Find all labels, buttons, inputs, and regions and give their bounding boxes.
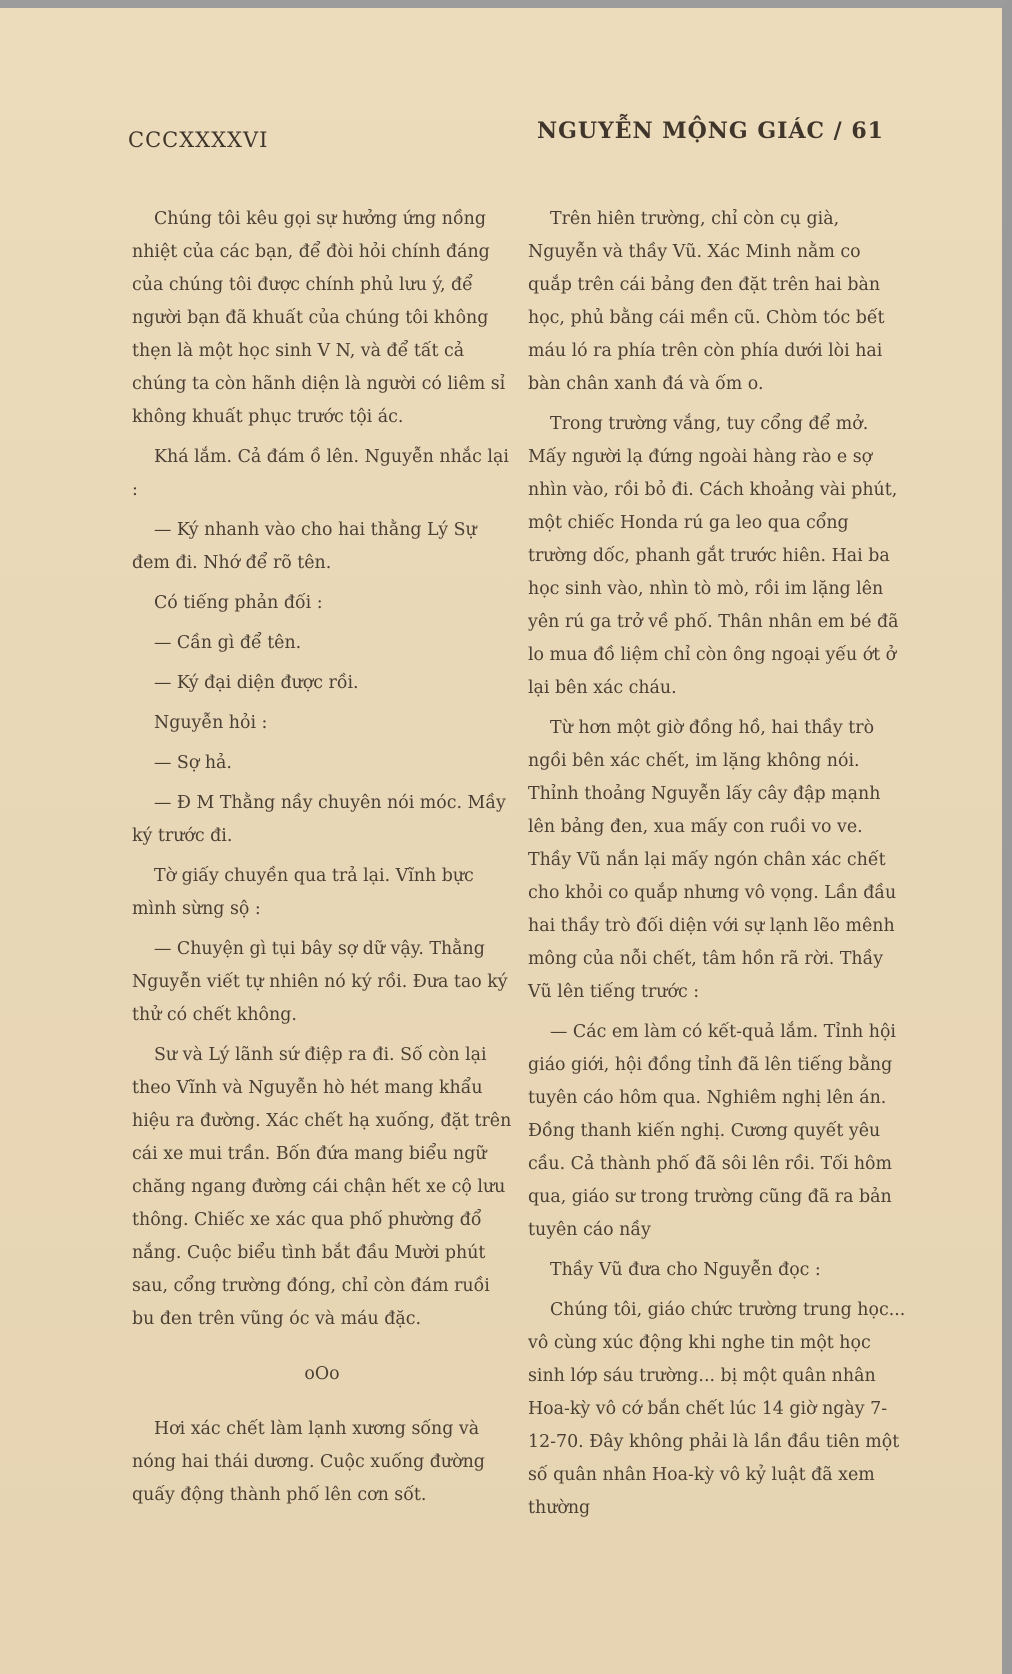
paragraph: Tờ giấy chuyền qua trả lại. Vĩnh bực mình sừng sộ : <box>132 866 474 919</box>
paragraph: — Chuyện gì tụi bây sợ dữ vậy. Thằng Nguyễn viết tự nhiên nó ký rồi. Đưa tao ký thử có chết không. <box>132 939 508 1025</box>
paragraph: Nguyễn hỏi : <box>154 713 268 733</box>
paragraph: Khá lắm. Cả đám ồ lên. Nguyễn nhắc lại : <box>132 447 509 500</box>
section-separator: oOo <box>304 1364 340 1384</box>
paragraph: Có tiếng phản đối : <box>154 593 323 613</box>
running-head-right: NGUYỄN MỘNG GIÁC / 61 <box>536 118 884 144</box>
paragraph: — Sợ hả. <box>154 753 232 773</box>
paragraph: — Cần gì để tên. <box>154 633 302 653</box>
paragraph: — Các em làm có kết-quả lắm. Tỉnh hội giáo giới, hội đồng tỉnh đã lên tiếng bằng tuyên cáo hôm qua. Nghiêm nghị lên án. Đồng thanh kiến nghị. Cương quyết yêu cầu. Cả thành phố đã sôi lên rồi. Tối hôm qua, giáo sư trong trường cũng đã ra bản tuyên cáo nầy <box>528 1022 896 1240</box>
running-head-left: CCCXXXXVI <box>128 128 269 152</box>
paragraph: Từ hơn một giờ đồng hồ, hai thầy trò ngồi bên xác chết, im lặng không nói. Thỉnh thoảng Nguyễn lấy cây đập mạnh lên bảng đen, xua mấy con ruồi vo ve. Thầy Vũ nắn lại mấy ngón chân xác chết cho khỏi co quắp nhưng vô vọng. Lần đầu hai thầy trò đối diện với sự lạnh lẽo mênh mông của nỗi chết, tâm hồn rã rời. Thầy Vũ lên tiếng trước : <box>528 718 897 1002</box>
paragraph: — Ký đại diện được rồi. <box>154 673 359 693</box>
paragraph: Chúng tôi, giáo chức trường trung học... vô cùng xúc động khi nghe tin một học sinh lớp sáu trường... bị một quân nhân Hoa-kỳ vô cớ bắn chết lúc 14 giờ ngày 7-12-70. Đây không phải là lần đầu tiên một số quân nhân Hoa-kỳ vô kỷ luật đã xem thường <box>528 1300 906 1518</box>
right-column <box>528 203 908 1532</box>
paragraph: — Ký nhanh vào cho hai thằng Lý Sự đem đi. Nhớ để rõ tên. <box>132 520 477 573</box>
paragraph: Sư và Lý lãnh sứ điệp ra đi. Số còn lại theo Vĩnh và Nguyễn hò hét mang khẩu hiệu ra đường. Xác chết hạ xuống, đặt trên cái xe mui trần. Bốn đứa mang biểu ngữ chăng ngang đường cái chận hết xe cộ lưu thông. Chiếc xe xác qua phố phường đổ nắng. Cuộc biểu tình bắt đầu Mười phút sau, cổng trường đóng, chỉ còn đám ruồi bu đen trên vũng óc và máu đặc. <box>132 1045 512 1329</box>
paragraph: — Đ M Thằng nầy chuyên nói móc. Mầy ký trước đi. <box>132 793 506 846</box>
paragraph: Hơi xác chết làm lạnh xương sống và nóng hai thái dương. Cuộc xuống đường quấy động thành phố lên cơn sốt. <box>132 1419 485 1505</box>
paragraph: Trên hiên trường, chỉ còn cụ già, Nguyễn và thầy Vũ. Xác Minh nằm co quắp trên cái bảng đen đặt trên hai bàn học, phủ bằng cái mền cũ. Chòm tóc bết máu ló ra phía trên còn phía dưới lòi hai bàn chân xanh đá và ốm o. <box>528 209 885 394</box>
paragraph: Trong trường vắng, tuy cổng để mở. Mấy người lạ đứng ngoài hàng rào e sợ nhìn vào, rồi bỏ đi. Cách khoảng vài phút, một chiếc Honda rú ga leo qua cổng trường dốc, phanh gắt trước hiên. Hai ba học sinh vào, nhìn tò mò, rồi im lặng lên yên rú ga trở về phố. Thân nhân em bé đã lo mua đồ liệm chỉ còn ông ngoại yếu ớt ở lại bên xác cháu. <box>528 414 899 698</box>
paragraph: Chúng tôi kêu gọi sự hưởng ứng nồng nhiệt của các bạn, để đòi hỏi chính đáng của chúng tôi được chính phủ lưu ý, để người bạn đã khuất của chúng tôi không thẹn là một học sinh V N, và để tất cả chúng ta còn hãnh diện là người có liêm sỉ không khuất phục trước tội ác. <box>132 209 506 427</box>
paragraph: Thầy Vũ đưa cho Nguyễn đọc : <box>550 1260 821 1280</box>
left-column <box>132 203 512 1519</box>
